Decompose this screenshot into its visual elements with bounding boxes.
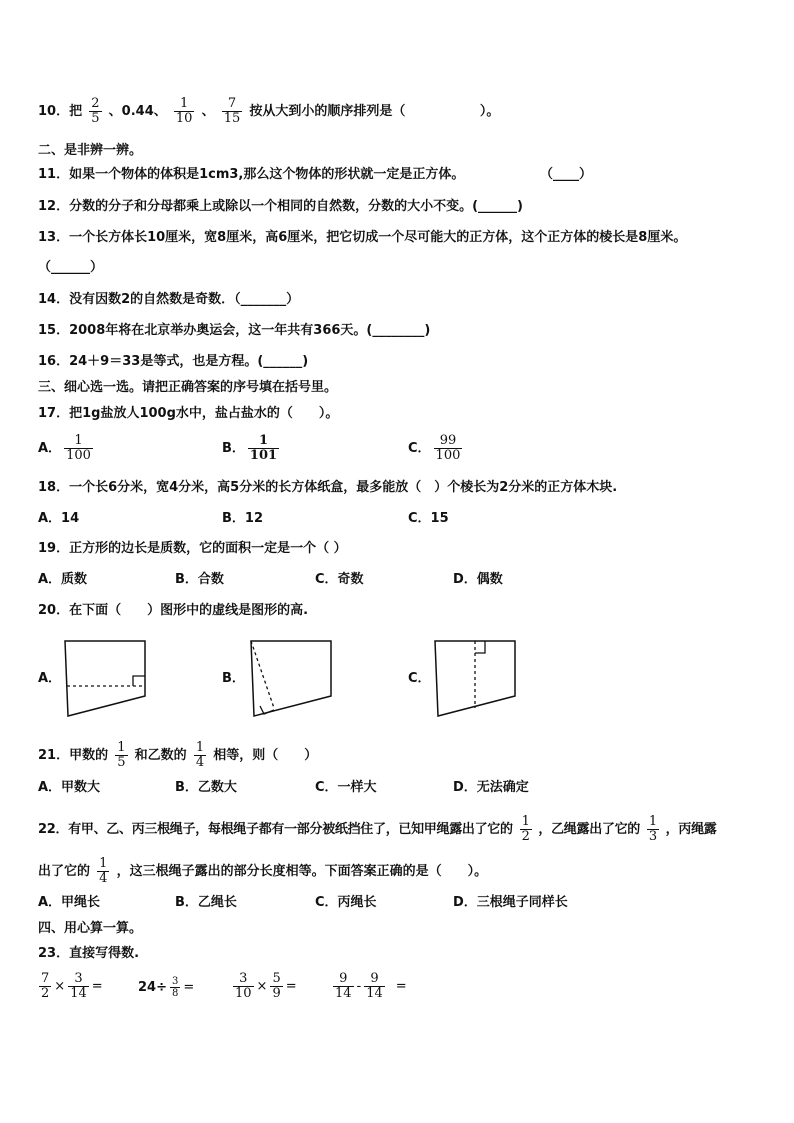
q11-answer-paren[interactable]: （____）: [540, 167, 593, 182]
q20-option-c[interactable]: C．: [408, 671, 431, 686]
fraction: $\frac{7}{15}$: [223, 96, 241, 126]
q19: 19．正方形的边长是质数，它的面积一定是一个（ ）: [38, 541, 347, 556]
q22-option-a[interactable]: A．甲绳长: [38, 895, 101, 910]
q17-option-c[interactable]: C． $\frac{99}{100}$: [408, 433, 461, 463]
q23-expression-2: 24÷ $\frac{3}{8}$ =: [138, 976, 195, 999]
q22-option-b[interactable]: B．乙绳长: [175, 895, 237, 910]
q19-option-c[interactable]: C．奇数: [315, 572, 364, 587]
answer-blank[interactable]: [405, 104, 479, 119]
fraction: $\frac{1}{10}$: [175, 96, 193, 126]
figure-b-trapezoid: [246, 636, 341, 721]
q21-option-d[interactable]: D．无法确定: [453, 780, 529, 795]
q19-option-d[interactable]: D．偶数: [453, 572, 503, 587]
q20: 20．在下面（ ）图形中的虚线是图形的高.: [38, 603, 309, 618]
q21-option-b[interactable]: B．乙数大: [175, 780, 237, 795]
q14: 14．没有因数2的自然数是奇数．（_______）: [38, 292, 300, 307]
q18: 18．一个长6分米，宽4分米，高5分米的长方体纸盒，最多能放（ ）个棱长为2分米的正方体木块.: [38, 480, 618, 495]
q18-option-a[interactable]: A．14: [38, 511, 80, 526]
q17: 17．把1g盐放人100g水中，盐占盐水的（ ）。: [38, 406, 339, 421]
q22-line2: 出了它的 $\frac{1}{4}$ ，这三根绳子露出的部分长度相等。下面答案正确的是（ ）。: [38, 856, 488, 886]
q19-option-a[interactable]: A．质数: [38, 572, 88, 587]
q18-option-b[interactable]: B．12: [222, 511, 263, 526]
q23-expression-1: $\frac{7}{2}$ × $\frac{3}{14}$ =: [41, 971, 103, 1001]
q16: 16．24＋9＝33是等式，也是方程。(______): [38, 354, 309, 369]
q23-expression-4: $\frac{9}{14}$ - $\frac{9}{14}$ =: [335, 971, 407, 1001]
q21-option-a[interactable]: A．甲数大: [38, 780, 101, 795]
q15: 15．2008年将在北京举办奥运会，这一年共有366天。(________): [38, 323, 431, 338]
q22-option-d[interactable]: D．三根绳子同样长: [453, 895, 568, 910]
section-2-title: 二、是非辨一辨。: [38, 143, 143, 158]
q12: 12．分数的分子和分母都乘上或除以一个相同的自然数，分数的大小不变。(______): [38, 199, 523, 214]
q17-option-a[interactable]: A． $\frac{1}{100}$: [38, 433, 91, 463]
q13: 13．一个长方体长10厘米，宽8厘米，高6厘米，把它切成一个尽可能大的正方体，这个正方体的棱长是8厘米。: [38, 230, 687, 245]
q11: 11．如果一个物体的体积是1cm3,那么这个物体的形状就一定是正方体。: [38, 167, 465, 182]
q23: 23．直接写得数.: [38, 946, 140, 961]
figure-a-trapezoid: [60, 636, 155, 721]
q20-option-a[interactable]: A．: [38, 671, 62, 686]
q20-option-b[interactable]: B．: [222, 671, 245, 686]
fraction: $\frac{2}{5}$: [91, 96, 100, 126]
figure-c-trapezoid: [430, 636, 525, 721]
q17-option-b[interactable]: B． $\frac{1}{101}$: [222, 433, 278, 463]
q13-answer-paren[interactable]: （______）: [38, 260, 104, 275]
q22-line1: 22．有甲、乙、丙三根绳子，每根绳子都有一部分被纸挡住了，已知甲绳露出了它的 $\frac{1}{2}$ ，乙绳露出了它的 $\frac{1}{3}$ ，丙绳露: [38, 814, 717, 844]
section-3-title: 三、细心选一选。请把正确答案的序号填在括号里。: [38, 380, 338, 395]
q22-option-c[interactable]: C．丙绳长: [315, 895, 377, 910]
q21: 21．甲数的 $\frac{1}{5}$ 和乙数的 $\frac{1}{4}$ 相等，则（ ）: [38, 740, 318, 770]
section-4-title: 四、用心算一算。: [38, 921, 143, 936]
q18-option-c[interactable]: C．15: [408, 511, 449, 526]
q10: 10．把 $\frac{2}{5}$ 、0.44、 $\frac{1}{10}$ 、 $\frac{7}{15}$ 按从大到小的顺序排列是（ ）。: [38, 96, 500, 126]
q19-option-b[interactable]: B．合数: [175, 572, 224, 587]
q21-option-c[interactable]: C．一样大: [315, 780, 377, 795]
q23-expression-3: $\frac{3}{10}$ × $\frac{5}{9}$ =: [235, 971, 297, 1001]
